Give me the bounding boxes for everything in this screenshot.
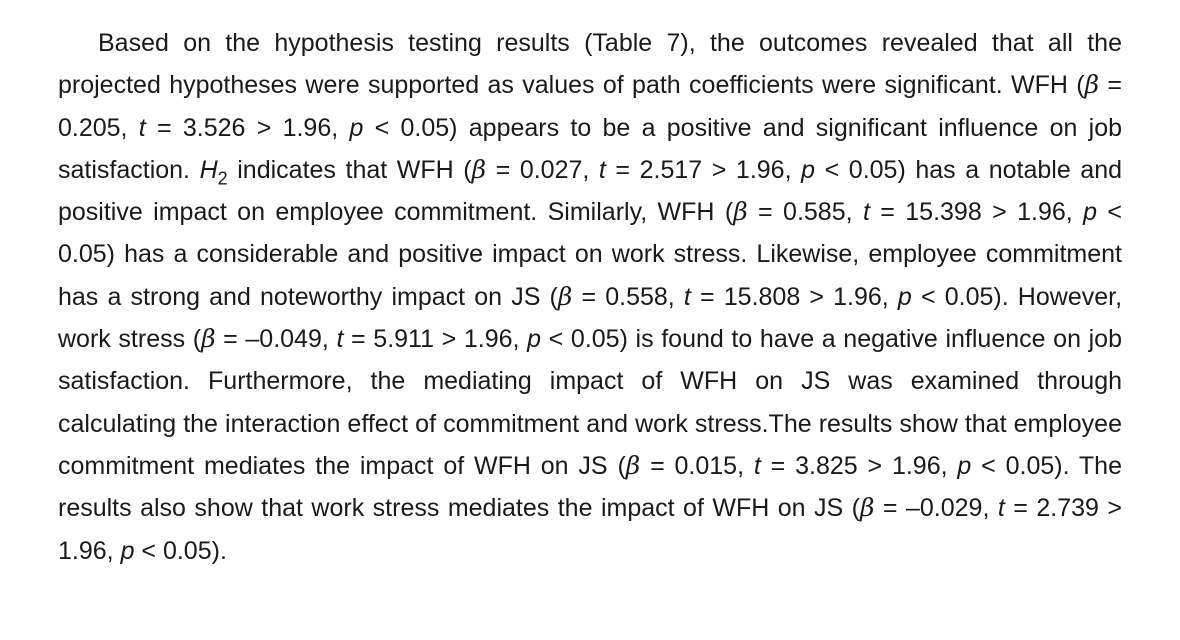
text-run: = –0.029, — [874, 494, 998, 523]
text-run: = 3.526 > 1.96, — [145, 113, 350, 142]
text-run: < 0.05) appears to be a positive and significant influence on job satisfaction. — [58, 113, 1123, 184]
document-page — [58, 22, 1122, 572]
text-run: = 2.739 > 1.96, — [58, 494, 1122, 565]
beta-symbol: β — [860, 493, 875, 523]
beta-symbol: β — [1084, 70, 1100, 100]
t-symbol: t — [138, 113, 146, 142]
t-symbol: t — [997, 494, 1005, 523]
text-run: = 0.027, — [486, 155, 599, 184]
text-run: = 3.825 > 1.96, — [760, 451, 958, 480]
text-run: = 15.808 > 1.96, — [690, 282, 898, 311]
text-run: = –0.049, — [215, 325, 337, 354]
t-symbol: t — [753, 451, 761, 480]
text-run: = 0.205, — [58, 71, 1123, 142]
beta-symbol: β — [557, 281, 573, 311]
p-symbol: p — [527, 325, 542, 354]
t-symbol: t — [862, 198, 870, 227]
p-symbol: p — [801, 155, 816, 184]
beta-symbol: β — [201, 324, 216, 354]
text-run: indicates that WFH ( — [227, 155, 472, 184]
text-run: = 2.517 > 1.96, — [605, 155, 802, 184]
text-run: = 5.911 > 1.96, — [343, 325, 528, 354]
body-paragraph — [58, 22, 1122, 572]
text-run: = 0.015, — [640, 451, 754, 480]
p-symbol: p — [349, 113, 364, 142]
text-run: = 0.585, — [747, 198, 863, 227]
t-symbol: t — [598, 155, 606, 184]
text-run: Based on the hypothesis testing results (Table 7), the outcomes revealed that all the projected hypotheses were supported as values of path coefficients were significant. WFH ( — [58, 29, 1122, 100]
text-run: = 0.558, — [572, 282, 684, 311]
t-symbol: t — [683, 282, 691, 311]
text-run: < 0.05). The results also show that work stress mediates the impact of WFH on JS ( — [58, 451, 1122, 523]
text-run: < 0.05). — [134, 536, 227, 565]
text-run: < 0.05) has a notable and positive impact on employee commitment. Similarly, WFH ( — [58, 155, 1123, 227]
hypothesis-symbol: H — [199, 155, 218, 184]
text-run: = 15.398 > 1.96, — [869, 198, 1084, 227]
p-symbol: p — [957, 451, 972, 480]
beta-symbol: β — [625, 450, 641, 480]
hypothesis-subscript: 2 — [217, 168, 228, 189]
beta-symbol: β — [471, 154, 487, 184]
p-symbol: p — [897, 282, 912, 311]
p-symbol: p — [120, 536, 135, 565]
text-run: < 0.05) has a considerable and positive impact on work stress. Likewise, employee commitment has a strong and noteworthy impact on JS ( — [58, 198, 1123, 311]
t-symbol: t — [336, 325, 344, 354]
beta-symbol: β — [733, 197, 748, 227]
p-symbol: p — [1083, 198, 1098, 227]
text-run: < 0.05). However, work stress ( — [58, 282, 1123, 354]
text-run: < 0.05) is found to have a negative influence on job satisfaction. Furthermore, the mediating impact of WFH on JS was examined through calculating the interaction effect of commitment and work stress.The results show that employee commitment mediates the impact of WFH on JS ( — [58, 325, 1122, 480]
